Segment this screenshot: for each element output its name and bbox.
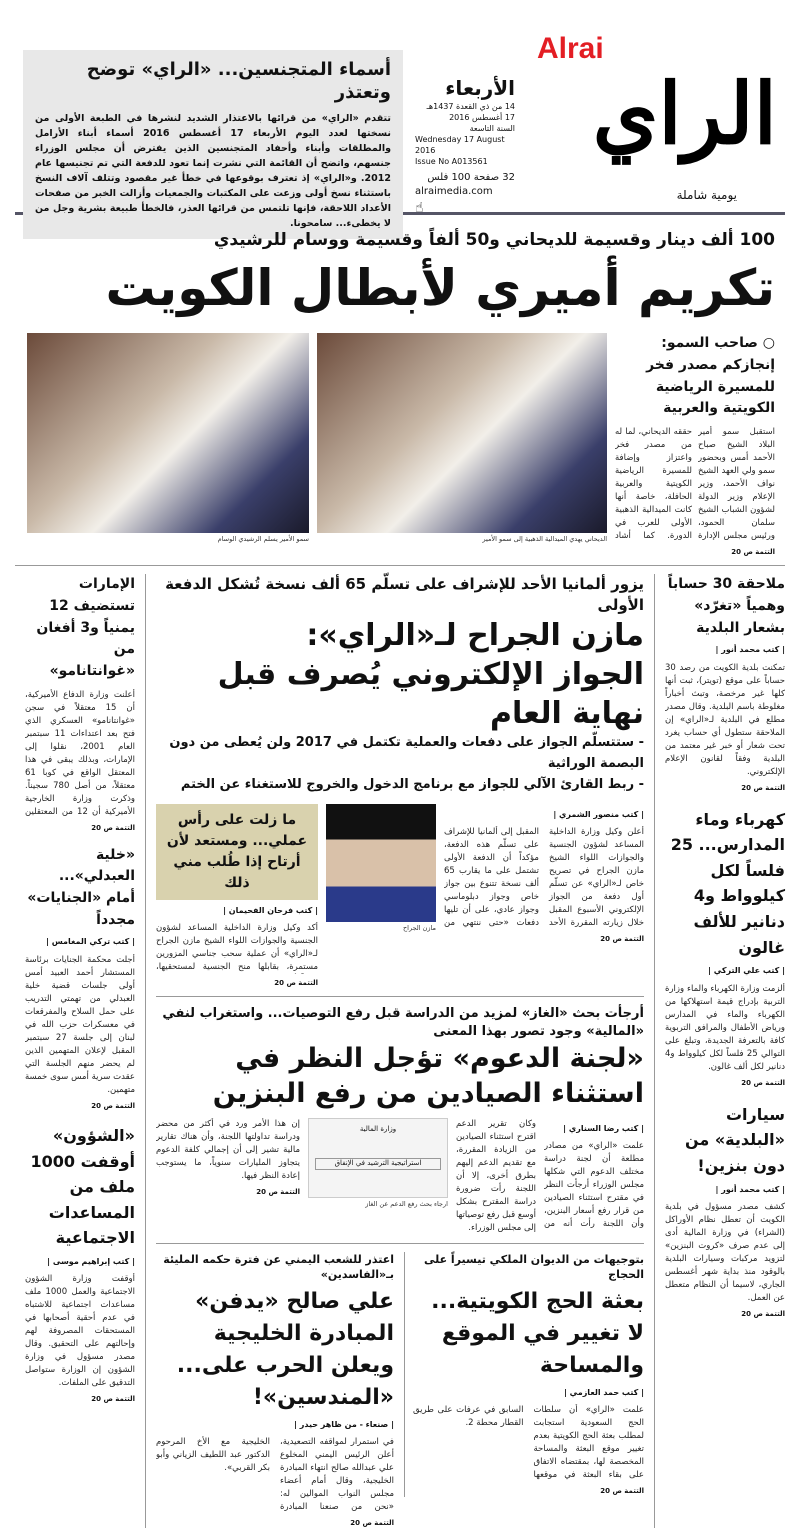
yemen-kicker: اعتذر للشعب اليمني عن فترة حكمه المليئة بـ«الفاسدين» <box>163 1252 394 1281</box>
notice-title: أسماء المتجنسين... «الراي» توضح وتعتذر <box>86 59 391 104</box>
lead-story <box>15 229 785 557</box>
lead-text <box>615 333 775 557</box>
byline: | كتب محمد أنور | <box>665 645 785 655</box>
photo-mazen-jarrah <box>326 804 436 922</box>
gregorian-date: 17 أغسطس 2016 <box>449 113 515 122</box>
quote-box[interactable]: ما زلت على رأس عملي... ومستعد لأن أرتاح إذا طُلب مني ذلك <box>156 804 318 900</box>
continued-link[interactable]: التتمة ص 20 <box>350 1519 394 1528</box>
pages-price: 32 صفحة 100 فلس <box>427 172 515 183</box>
continued-link[interactable]: التتمة ص 20 <box>91 1395 135 1404</box>
subsidy-kicker: أرجأت بحث «الغاز» لمزيد من الدراسة قبل رفع التوصيات... واستغراب لنفي «المالية» وجود تصور بهذا المعنى <box>162 1006 644 1040</box>
lead-subhead-text: صاحب السمو: إنجازكم مصدر فخر للمسيرة الرياضية الكويتية والعربية <box>646 335 775 417</box>
continued-link[interactable]: التتمة ص 20 <box>600 1487 644 1496</box>
document-photo <box>308 1118 448 1198</box>
photo-caption-1: الديحاني يهدي الميدالية الذهبية إلى سمو الأمير <box>482 535 607 544</box>
subsidy-body-2: وكان تقرير الدعم اقترح استثناء الصيادين من الزيادة المقررة، مع تقديم الدعم إليهم بطرق أخرى، إلا أن اللجنة رأت ضرورة دراسة المقترح بشكل أوسع قبل رفع توصياتها إلى مجلس الوزراء. <box>456 1118 536 1233</box>
lead-kicker: 100 ألف دينار وقسيمة للديحاني و50 ألفاً وقسيمة ووسام للرشيدي <box>213 230 775 250</box>
story-title[interactable]: سيارات «البلدية» من دون بنزين! <box>684 1104 785 1175</box>
continued-link[interactable]: التتمة ص 20 <box>91 823 135 832</box>
story-body: تمكنت بلدية الكويت من رصد 30 حساباً على موقع (تويتر)، ثبت أنها كلها غير مرخصة، وتبث أخباراً مغلوطة باسم البلدية. وقال مصدر مطلع في البلدية لـ«الراي» إن الملاحقة ستطول أي حساب يغرد تحت شعار أو خبر غير معتمد من البلدية وفقاً لقانون الإعلام الإلكتروني. <box>665 662 785 777</box>
issue-number: Issue No A013561 <box>415 157 488 166</box>
passport-row <box>156 804 644 988</box>
story-title[interactable]: الإمارات تستضيف 12 يمنياً و3 أفغان من «غوانتانامو» <box>36 576 135 679</box>
hajj-kicker: بتوجيهات من الديوان الملكي تيسيراً على الحجاج <box>423 1252 644 1281</box>
day: الأربعاء <box>445 76 515 100</box>
yemen-body: في استمرار لمواقفه التصعيدية، أعلن الرئيس اليمني المخلوع علي عبدالله صالح انتهاء المبادرة الخليجية، وقال أمام أعضاء مجلس النواب الموالين له: «نحن من صنعنا المبادرة الخليجية مع الأخ المرحوم الدكتور عبد اللطيف الزياني وأبو بكر القربي». <box>156 1437 394 1513</box>
subsidy-col-1 <box>544 1118 644 1231</box>
doc-line: استراتيجية الترشيد في الإنفاق <box>315 1158 441 1170</box>
byline: | كتب رضا السناري | <box>544 1124 644 1134</box>
yemen-headline: علي صالح «يدفن» المبادرة الخليجية ويعلن الحرب على... «المندسين»! <box>176 1289 394 1411</box>
continued-link[interactable]: التتمة ص 20 <box>741 1078 785 1087</box>
passport-bullet-2: - ربط القارئ الآلي للجواز مع برنامج الدخول والخروج للاستغناء عن الختم <box>180 776 644 792</box>
byline: | كتب حمد العازمي | <box>413 1388 644 1398</box>
center-column <box>145 574 655 1528</box>
passport-continued[interactable]: التتمة ص 20 <box>600 934 644 943</box>
passport-headline-1: مازن الجراح لـ«الراي»: <box>306 618 644 654</box>
subsidy-row <box>156 1118 644 1235</box>
lead-photo-2-wrap <box>27 333 309 544</box>
story-body: أجلت محكمة الجنايات برئاسة المستشار أحمد العبيد أمس أولى جلسات قضية خلية العبدلي من تهمتي التدريب على حمل السلاح والمفرقعات في معسكرات حزب الله في لبنان إلى جلسة 27 سبتمبر المقبل لإعلان المتهمين الذين لم يحضر منهم الجلسة التي عقدت سرية أمس سوى خمسة متهمين. <box>25 954 135 1095</box>
logo-english: Alrai <box>537 32 604 65</box>
divider <box>156 996 644 997</box>
masthead-logo[interactable] <box>527 30 777 205</box>
yemen-story <box>156 1252 394 1529</box>
byline: | كتب إبراهيم موسى | <box>25 1257 135 1267</box>
quote-body: أكد وكيل وزارة الداخلية المساعد لشؤون الجنسية والجوازات اللواء الشيخ مازن الجراح لـ«الراي» أن عملية سحب جناسي المزورين مستمرة، بقابلها منح الجنسية لمستحقيها، <box>156 922 318 972</box>
lead-headline: تكريم أميري لأبطال الكويت <box>105 258 775 317</box>
lead-subhead: ○ صاحب السمو: إنجازكم مصدر فخر للمسيرة الرياضية الكويتية والعربية <box>646 335 775 417</box>
photo-emir-medal <box>27 333 309 533</box>
story-body: أعلنت وزارة الدفاع الأميركية، أن 15 معتقلاً في سجن «غوانتانامو» العسكري الذي فتح بعد اعتداءات 11 سبتمبر العام 2001، نقلوا إلى الإمارات، وبذلك يبقى في هذا المعتقل الواقع في كوبا 61 معتقلاً، من أصل 780 سجيناً. وذكرت وزارة الخارجية الأميركية أن 12 من المعتقلين <box>25 689 135 817</box>
photo-wrap <box>326 804 436 933</box>
year: السنة التاسعة <box>469 124 515 133</box>
subsidy-continued[interactable]: التتمة ص 20 <box>256 1187 300 1196</box>
story-body: ألزمت وزارة الكهرباء والماء وزارة التربية بإدراج قيمة استهلاكها من الكهرباء والماء في المدارس ورياض الأطفال والمرافق التربوية كافة بالتعرفة الجديدة، وتبلغ على التوالي 25 فلساً لكل كيلوواط و4 دنانير لكل ألف غالون. <box>665 983 785 1072</box>
passport-body: أعلن وكيل وزارة الداخلية المساعد لشؤون الجنسية والجوازات اللواء الشيخ مازن الجراح في تصريح خاص لـ«الراي» عن تسلّم أول دفعة من الجواز الإلكتروني الأسبوع المقبل خلال زيارته المقررة الأحد المقبل إلى ألمانيا للإشراف على تسلّم هذه الدفعة، مؤكداً أن الدفعة الأولى تشتمل على ما يقارب 65 ألف نسخة تتنوع بين جواز خاص وجواز دبلوماسي وجواز عادي، على أن تليها دفعات «حتى ننتهي من <box>444 826 644 928</box>
doc-header: وزارة المالية <box>359 1124 397 1133</box>
photo-caption-2: سمو الأمير يسلم الرشيدي الوسام <box>217 535 309 544</box>
date-block <box>415 30 515 217</box>
photo-caption: مازن الجراح <box>402 923 436 932</box>
hajj-headline: بعثة الحج الكويتية... لا تغيير في الموقع والمساحة <box>431 1289 644 1379</box>
continued-link[interactable]: التتمة ص 20 <box>741 1309 785 1318</box>
subsidy-headline: «لجنة الدعوم» تؤجل النظر في استثناء الصيادين من رفع البنزين <box>212 1043 644 1110</box>
passport-bullet-1: - ستتسلّم الجواز على دفعات والعملية تكتمل في 2017 ولن يُعطى من دون البصمة الوراثية <box>169 735 644 771</box>
lead-body-1: استقبل سمو أمير البلاد الشيخ صباح الأحمد أمس وبحضور سمو ولي العهد الشيخ نواف الأحمد، وزير الإعلام وزير الدولة لشؤون الشباب الشيخ سلمان الحمود، ورئيس مجلس الإدارة <box>698 427 775 542</box>
subsidy-body: علمت «الراي» من مصادر مطلعة أن لجنة دراسة مختلف الدعوم التي شكلها مجلس الوزراء أرجأت النظر في مقترح استثناء الصيادين من قرار رفع أسعار البنزين، وأن اللجنة رأت أنه من <box>544 1140 644 1229</box>
lead-body-2: حققه الديحاني، لما له من مصدر فخر واعتزاز وإضافة للمسيرة الرياضية الكويتية والعربية الحافلة، خاصة أنها كانت الميدالية الذهبية الأولى للعرب في الدورة. كما أشاد <box>615 427 692 542</box>
main-grid <box>15 574 785 1528</box>
logo-arabic: الراي <box>592 64 777 163</box>
lead-continued[interactable]: التتمة ص 20 <box>731 548 775 557</box>
date-english: Wednesday 17 August 2016 <box>415 135 505 155</box>
byline: | كتب منصور الشمري | <box>444 810 644 820</box>
divider <box>15 565 785 566</box>
passport-article <box>444 804 644 944</box>
hajj-body: علمت «الراي» أن سلطات الحج السعودية استجابت لمطلب بعثة الحج الكويتية بعدم تغيير موقع البعثة والمساحة المخصصة لها، بمقتضاه الاتفاق على بقاء البعثة في موقعها السابق في عرفات على طريق القطار محطة 2. <box>413 1405 644 1481</box>
website-link[interactable]: alraimedia.com <box>415 186 493 197</box>
subsidy-col-4 <box>156 1118 300 1197</box>
hajj-story <box>404 1252 644 1497</box>
story-title[interactable]: «الشؤون» أوقفت 1000 ملف من المساعدات الاجتماعية <box>30 1125 135 1248</box>
byline: | كتب علي التركي | <box>665 966 785 976</box>
notice-body: تتقدم «الراي» من قرائها بالاعتذار الشديد لنشرها في الطبعة الأولى من نسختها لعدد اليوم الأربعاء 17 أغسطس 2016 أسماء أبناء الأرامل والمطلقات وأبناء وأحفاد المتجنسين الذين يفترض أن مجلس الوزراء جنسهم، واتضح أن القائمة التي نشرت إنما تعود للدفعة التي تم تجنيسها عام 2012. و«الراي» إذ تعترف بوقوعها في خطأ غير مقصود وتتلف آلاف النسخ باستثناء نسخ أولى وزعت على المكتبات والجمعيات وأزالت الخبر من صفحات الأعداد اللاحقة، فإنها تلتمس من قرائها العذر، فالخطأ طبيعة بشرية وجل من لا يخطىء... سامحونا. <box>35 112 392 229</box>
story-body: أوقفت وزارة الشؤون الاجتماعية والعمل 1000 ملف مساعدات اجتماعية للاشتباه في عدم أحقية أصحابها في المستحقات المصروفة لهم وإحالتهم على التحقيق. وقال مصدر مسؤول في وزارة الشؤون إن الوزارة ستواصل التدقيق على الملفات. <box>25 1274 135 1389</box>
passport-headline-2: الجواز الإلكتروني يُصرف قبل نهاية العام <box>217 657 644 732</box>
doc-caption: ارجاء بحث رفع الدعم عن الغاز <box>365 1199 448 1208</box>
byline: | صنعاء - من ظاهر حيدر | <box>156 1420 394 1430</box>
byline: | كتب محمد أنور | <box>665 1185 785 1195</box>
tagline: يومية شاملة <box>676 188 737 202</box>
quote-story <box>156 804 318 988</box>
bottom-row <box>156 1252 644 1529</box>
masthead <box>15 30 785 229</box>
byline: | كتب فرحان الفحيمان | <box>156 906 318 916</box>
doc-wrap <box>308 1118 448 1209</box>
continued-link[interactable]: التتمة ص 20 <box>91 1101 135 1110</box>
story-body: كشف مصدر مسؤول في بلدية الكويت أن تعطل نظام الأوراكل (الشراء) في وزارة المالية أدى إلى عدم صرف «كروت البنزين» لتزويد مركبات وسيارات البلدية بالوقود منذ بداية شهر أغسطس الجاري، لاسيما أن النظام متعطل عن العمل. <box>665 1201 785 1303</box>
story-title[interactable]: «خلية العبدلي»... أمام «الجنايات» مجدداً <box>27 846 135 928</box>
left-column <box>25 574 135 1404</box>
passport-kicker: يزور ألمانيا الأحد للإشراف على تسلّم 65 ألف نسخة تُشكل الدفعة الأولى <box>165 575 644 615</box>
divider <box>156 1243 644 1244</box>
quote-continued[interactable]: التتمة ص 20 <box>274 978 318 987</box>
lead-photo-1-wrap <box>317 333 607 544</box>
hand-pointer-icon: ☝ <box>415 200 424 216</box>
byline: | كتب تركي المغامس | <box>25 937 135 947</box>
apology-notice <box>23 50 403 239</box>
hijri-date: 14 من ذي القعدة 1437هـ <box>426 102 515 111</box>
photo-emir-gold <box>317 333 607 533</box>
subsidy-body-3: إن هذا الأمر ورد في أكثر من محضر ودراسة تداولتها اللجنة، وأن هناك تقارير مالية تشير إلى أن إجمالي كلفة الدعوم يتجاوز المليارات سنوياً، ما يستوجب إعادة النظر فيها. <box>156 1118 300 1181</box>
story-title[interactable]: ملاحقة 30 حساباً وهمياً «تغرّد» بشعار البلدية <box>667 576 785 636</box>
story-title[interactable]: كهرباء وماء المدارس... 25 فلساً لكل كيلوواط و4 دنانير للألف غالون <box>670 809 785 957</box>
continued-link[interactable]: التتمة ص 20 <box>741 783 785 792</box>
right-column <box>665 574 785 1319</box>
